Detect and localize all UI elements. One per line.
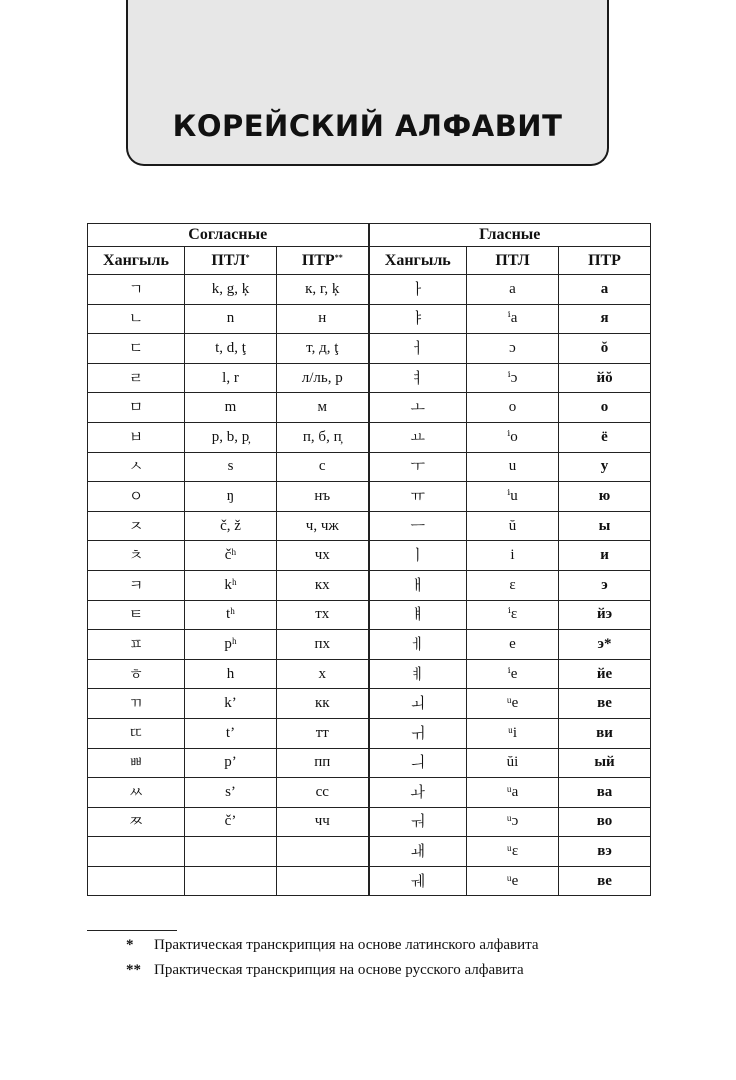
footnote-2: ** Практическая транскрипция на основе русского алфавита <box>126 962 524 978</box>
vowel-ptl-cell: ŭ <box>467 511 559 541</box>
vowel-hangul-cell: ㅖ <box>369 659 467 689</box>
vowel-ptl-cell: ⁱa <box>467 304 559 334</box>
alphabet-table <box>87 223 651 896</box>
vowel-ptl-cell: a <box>467 275 559 305</box>
consonant-ptl-cell: s’ <box>185 778 277 808</box>
consonant-hangul-cell: ㅂ <box>88 422 185 452</box>
consonant-hangul-cell: ㄸ <box>88 718 185 748</box>
consonant-ptl-cell: t’ <box>185 718 277 748</box>
consonant-ptr-cell: тх <box>277 600 369 630</box>
vowel-ptr-cell: а <box>559 275 651 305</box>
consonant-ptl-cell <box>185 837 277 867</box>
table-row <box>88 718 651 748</box>
table-row <box>88 541 651 571</box>
table-row <box>88 363 651 393</box>
vowels-header: Гласные <box>369 224 651 247</box>
consonant-ptr-cell: пх <box>277 630 369 660</box>
consonant-ptr-cell: нъ <box>277 482 369 512</box>
page-title: КОРЕЙСКИЙ АЛФАВИТ <box>172 109 563 143</box>
consonant-hangul-cell: ㄲ <box>88 689 185 719</box>
vowel-ptr-cell: йŏ <box>559 363 651 393</box>
vowel-ptl-cell: ᵘe <box>467 689 559 719</box>
vowel-hangul-cell: ㅓ <box>369 334 467 364</box>
table-row <box>88 837 651 867</box>
vowel-hangul-cell: ㅡ <box>369 511 467 541</box>
vowel-ptl-cell: ⁱɔ <box>467 363 559 393</box>
consonant-ptr-cell: ч, чж <box>277 511 369 541</box>
consonant-ptr-cell: чх <box>277 541 369 571</box>
table-row <box>88 748 651 778</box>
consonant-hangul-cell: ㅎ <box>88 659 185 689</box>
consonant-ptr-cell: кх <box>277 570 369 600</box>
col-ptr-vowels: ПТР <box>559 247 651 275</box>
consonant-ptr-cell <box>277 837 369 867</box>
vowel-ptl-cell: ᵘa <box>467 778 559 808</box>
vowel-ptl-cell: ᵘi <box>467 718 559 748</box>
footnote-rule <box>87 930 177 931</box>
consonant-ptr-cell: с <box>277 452 369 482</box>
consonants-header: Согласные <box>88 224 369 247</box>
vowel-hangul-cell: ㅘ <box>369 778 467 808</box>
consonant-hangul-cell: ㅍ <box>88 630 185 660</box>
vowel-ptr-cell: во <box>559 807 651 837</box>
table-row <box>88 422 651 452</box>
consonant-ptl-cell <box>185 866 277 896</box>
consonant-ptl-cell: m <box>185 393 277 423</box>
col-ptl-consonants: ПТЛ* <box>185 247 277 275</box>
consonant-ptl-cell: kʰ <box>185 570 277 600</box>
consonant-hangul-cell <box>88 866 185 896</box>
vowel-ptl-cell: ⁱe <box>467 659 559 689</box>
consonant-ptl-cell: l, r <box>185 363 277 393</box>
consonant-ptl-cell: t, d, ţ <box>185 334 277 364</box>
ptl-footnote-mark: * <box>245 252 250 262</box>
consonant-ptr-cell: н <box>277 304 369 334</box>
consonant-ptl-cell: k’ <box>185 689 277 719</box>
table-row <box>88 511 651 541</box>
vowel-ptl-cell: ⁱɛ <box>467 600 559 630</box>
consonant-ptr-cell: к, г, ķ <box>277 275 369 305</box>
table-row <box>88 482 651 512</box>
table-row <box>88 304 651 334</box>
vowel-ptl-cell: u <box>467 452 559 482</box>
vowel-ptr-cell: ё <box>559 422 651 452</box>
consonant-hangul-cell: ㅌ <box>88 600 185 630</box>
consonant-ptl-cell: s <box>185 452 277 482</box>
consonant-ptr-cell: чч <box>277 807 369 837</box>
table-row <box>88 866 651 896</box>
col-ptr-consonants: ПТР** <box>277 247 369 275</box>
vowel-hangul-cell: ㅐ <box>369 570 467 600</box>
consonant-ptl-cell: h <box>185 659 277 689</box>
ptr-footnote-mark: ** <box>334 252 343 262</box>
table-row <box>88 630 651 660</box>
consonant-ptl-cell: pʰ <box>185 630 277 660</box>
consonant-ptr-cell: тт <box>277 718 369 748</box>
consonant-ptl-cell: č’ <box>185 807 277 837</box>
consonant-ptr-cell: х <box>277 659 369 689</box>
table-row <box>88 393 651 423</box>
vowel-ptl-cell: ⁱu <box>467 482 559 512</box>
vowel-hangul-cell: ㅛ <box>369 422 467 452</box>
footnote-1: * Практическая транскрипция на основе латинского алфавита <box>126 937 539 953</box>
vowel-ptr-cell: о <box>559 393 651 423</box>
consonant-hangul-cell: ㅁ <box>88 393 185 423</box>
consonant-hangul-cell <box>88 837 185 867</box>
vowel-ptr-cell: вэ <box>559 837 651 867</box>
vowel-hangul-cell: ㅝ <box>369 807 467 837</box>
vowel-ptr-cell: ый <box>559 748 651 778</box>
consonant-ptr-cell <box>277 866 369 896</box>
vowel-ptl-cell: ᵘe <box>467 866 559 896</box>
vowel-ptl-cell: ŭi <box>467 748 559 778</box>
vowel-ptr-cell: э* <box>559 630 651 660</box>
vowel-hangul-cell: ㅞ <box>369 866 467 896</box>
consonant-hangul-cell: ㄱ <box>88 275 185 305</box>
consonant-hangul-cell: ㅃ <box>88 748 185 778</box>
col-hangul-consonants: Хангыль <box>88 247 185 275</box>
consonant-ptr-cell: л/ль, р <box>277 363 369 393</box>
vowel-ptl-cell: ɛ <box>467 570 559 600</box>
vowel-ptl-cell: ᵘɔ <box>467 807 559 837</box>
consonant-ptr-cell: кк <box>277 689 369 719</box>
title-box <box>126 0 609 166</box>
consonant-hangul-cell: ㄴ <box>88 304 185 334</box>
consonant-ptr-cell: сс <box>277 778 369 808</box>
table-row <box>88 600 651 630</box>
consonant-hangul-cell: ㅈ <box>88 511 185 541</box>
vowel-hangul-cell: ㅗ <box>369 393 467 423</box>
vowel-ptl-cell: o <box>467 393 559 423</box>
consonant-ptl-cell: tʰ <box>185 600 277 630</box>
consonant-ptl-cell: n <box>185 304 277 334</box>
consonant-hangul-cell: ㅊ <box>88 541 185 571</box>
consonant-ptr-cell: т, д, ţ <box>277 334 369 364</box>
consonant-hangul-cell: ㅅ <box>88 452 185 482</box>
consonant-ptr-cell: м <box>277 393 369 423</box>
vowel-ptl-cell: e <box>467 630 559 660</box>
vowel-ptl-cell: ɔ <box>467 334 559 364</box>
consonant-ptl-cell: ŋ <box>185 482 277 512</box>
vowel-hangul-cell: ㅑ <box>369 304 467 334</box>
vowel-hangul-cell: ㅒ <box>369 600 467 630</box>
vowel-hangul-cell: ㅚ <box>369 689 467 719</box>
vowel-hangul-cell: ㅜ <box>369 452 467 482</box>
consonant-ptl-cell: k, g, ķ <box>185 275 277 305</box>
vowel-ptr-cell: йэ <box>559 600 651 630</box>
consonant-hangul-cell: ㄹ <box>88 363 185 393</box>
vowel-ptr-cell: ве <box>559 866 651 896</box>
vowel-ptr-cell: ŏ <box>559 334 651 364</box>
vowel-ptr-cell: йе <box>559 659 651 689</box>
vowel-ptr-cell: и <box>559 541 651 571</box>
vowel-hangul-cell: ㅔ <box>369 630 467 660</box>
consonant-hangul-cell: ㅇ <box>88 482 185 512</box>
vowel-ptr-cell: ви <box>559 718 651 748</box>
vowel-ptr-cell: э <box>559 570 651 600</box>
table-row <box>88 689 651 719</box>
table-row <box>88 334 651 364</box>
table-row <box>88 778 651 808</box>
vowel-hangul-cell: ㅢ <box>369 748 467 778</box>
consonant-hangul-cell: ㅆ <box>88 778 185 808</box>
vowel-ptl-cell: ⁱo <box>467 422 559 452</box>
vowel-ptr-cell: ы <box>559 511 651 541</box>
vowel-hangul-cell: ㅕ <box>369 363 467 393</box>
consonant-ptr-cell: п, б, п̦ <box>277 422 369 452</box>
consonant-hangul-cell: ㄷ <box>88 334 185 364</box>
consonant-ptl-cell: č, ž <box>185 511 277 541</box>
consonant-ptl-cell: p’ <box>185 748 277 778</box>
vowel-hangul-cell: ㅙ <box>369 837 467 867</box>
consonant-hangul-cell: ㅋ <box>88 570 185 600</box>
table-row <box>88 452 651 482</box>
col-ptl-vowels: ПТЛ <box>467 247 559 275</box>
table-row <box>88 659 651 689</box>
vowel-ptr-cell: я <box>559 304 651 334</box>
consonant-ptr-cell: пп <box>277 748 369 778</box>
consonant-ptl-cell: čʰ <box>185 541 277 571</box>
vowel-ptl-cell: ᵘɛ <box>467 837 559 867</box>
table-row <box>88 570 651 600</box>
table-row <box>88 275 651 305</box>
vowel-ptr-cell: ве <box>559 689 651 719</box>
vowel-hangul-cell: ㅟ <box>369 718 467 748</box>
vowel-ptr-cell: у <box>559 452 651 482</box>
consonant-ptl-cell: p, b, p̦ <box>185 422 277 452</box>
vowel-hangul-cell: ㅣ <box>369 541 467 571</box>
vowel-ptr-cell: ю <box>559 482 651 512</box>
table-row <box>88 807 651 837</box>
col-hangul-vowels: Хангыль <box>369 247 467 275</box>
vowel-hangul-cell: ㅠ <box>369 482 467 512</box>
vowel-ptl-cell: i <box>467 541 559 571</box>
vowel-hangul-cell: ㅏ <box>369 275 467 305</box>
vowel-ptr-cell: ва <box>559 778 651 808</box>
consonant-hangul-cell: ㅉ <box>88 807 185 837</box>
